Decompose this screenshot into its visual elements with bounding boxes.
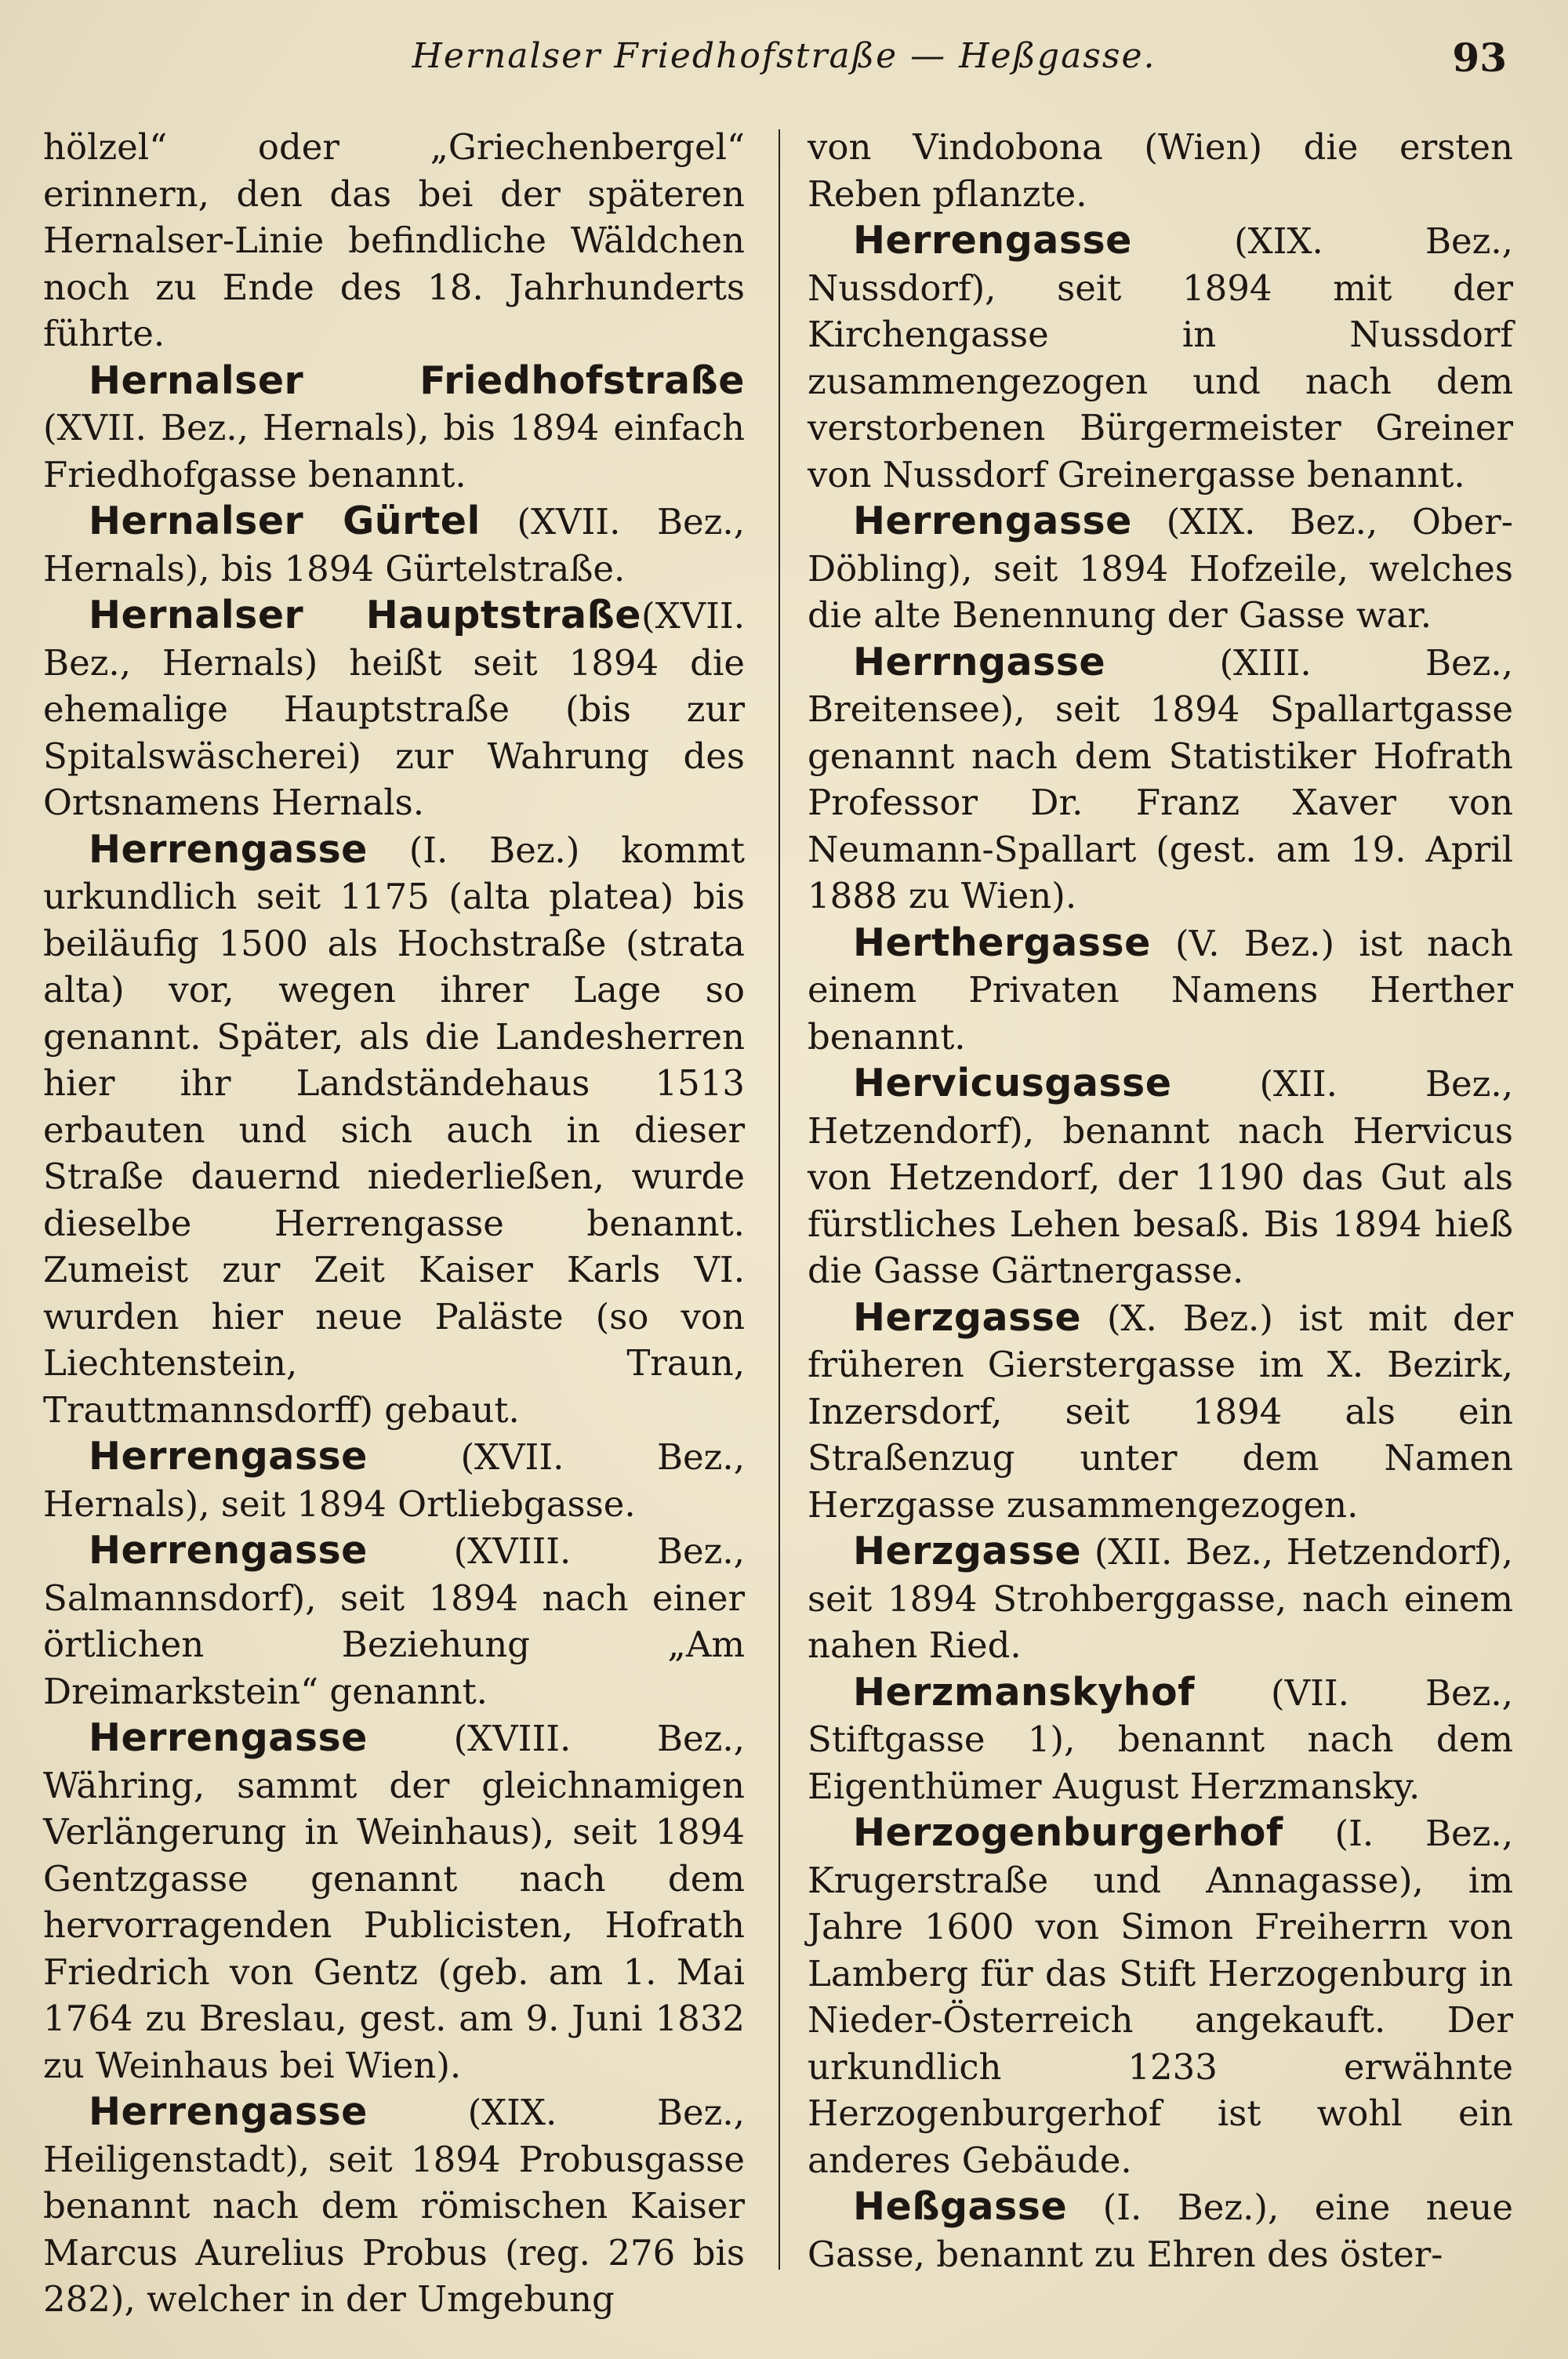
- entry-headword: Herzgasse: [853, 1529, 1082, 1573]
- entry-text: (XII. Bez., Hetzendorf), seit 1894 Strohberggasse, nach einem nahen Ried.: [808, 1531, 1513, 1666]
- continuation-paragraph: [808, 124, 1513, 217]
- entry-text: (XVII. Bez., Hernals), bis 1894 Gürtelstraße.: [43, 501, 745, 590]
- dictionary-entry: [43, 1715, 745, 2089]
- entry-text: (V. Bez.) ist nach einem Privaten Namens Herther benannt.: [808, 922, 1513, 1058]
- entry-headword: Herrengasse: [853, 499, 1132, 543]
- entry-headword: Herrengasse: [89, 1434, 368, 1479]
- entry-text: hölzel“ oder „Griechenbergel“ erinnern, den das bei der späteren Hernalser-Linie befindliche Wäldchen noch zu Ende des 18. Jahrhunderts führte.: [43, 126, 745, 354]
- continuation-paragraph: [43, 124, 745, 357]
- page-number: 93: [1452, 34, 1507, 81]
- entry-headword: Herrengasse: [89, 826, 368, 872]
- entry-headword: Herthergasse: [853, 920, 1151, 965]
- entry-headword: Herrengasse: [89, 1528, 368, 1573]
- running-header: [0, 31, 1568, 86]
- entry-headword: Herrengasse: [89, 2089, 368, 2134]
- entry-text: (XVIII. Bez., Währing, sammt der gleichnamigen Verlängerung in Weinhaus), seit 1894 Gentzgasse genannt nach dem hervorragenden Publicisten, Hofrath Friedrich von Gentz (geb. am 1. Mai 1764 zu Breslau, gest. am 9. Juni 1832 zu Weinhaus bei Wien).: [43, 1718, 745, 2086]
- running-header-title: Hernalser Friedhofstraße — Heßgasse.: [412, 36, 1156, 76]
- left-column: [43, 124, 745, 2323]
- dictionary-entry: [808, 1294, 1513, 1529]
- entry-text: (XVIII. Bez., Salmannsdorf), seit 1894 nach einer örtlichen Beziehung „Am Dreimarkstein“ genannt.: [43, 1530, 745, 1712]
- entry-headword: Hernalser Gürtel: [89, 499, 481, 543]
- dictionary-entry: [808, 639, 1513, 920]
- dictionary-entry: [808, 1528, 1513, 1669]
- entry-text: von Vindobona (Wien) die ersten Reben pflanzte.: [808, 126, 1513, 215]
- entry-headword: Herrngasse: [853, 639, 1106, 684]
- dictionary-entry: [808, 1060, 1513, 1294]
- entry-headword: Herzmanskyhof: [853, 1669, 1195, 1715]
- entry-text: (VII. Bez., Stiftgasse 1), benannt nach dem Eigenthümer August Herzmansky.: [808, 1671, 1513, 1807]
- entry-text: (X. Bez.) ist mit der früheren Gierstergasse im X. Bezirk, Inzersdorf, seit 1894 als ein Straßenzug unter dem Namen Herzgasse zusammengezogen.: [808, 1297, 1513, 1526]
- column-divider: [779, 129, 780, 2270]
- entry-headword: Hernalser Hauptstraße: [89, 593, 642, 637]
- entry-text: (XVII. Bez., Hernals), bis 1894 einfach Friedhofgasse benannt.: [43, 407, 745, 495]
- entry-text: (XIX. Bez., Nussdorf), seit 1894 mit der Kirchengasse in Nussdorf zusammengezogen und nach dem verstorbenen Bürgermeister Greiner von Nussdorf Greinergasse benannt.: [808, 220, 1513, 495]
- entry-text: (XIX. Bez., Heiligenstadt), seit 1894 Probusgasse benannt nach dem römischen Kaiser Marcus Aurelius Probus (reg. 276 bis 282), welcher in der Umgebung: [43, 2092, 745, 2320]
- entry-text: (XIX. Bez., Ober-Döbling), seit 1894 Hofzeile, welches die alte Benennung der Gasse war.: [808, 501, 1513, 636]
- dictionary-entry: [808, 1809, 1513, 2183]
- entry-text: (XVII. Bez., Hernals) heißt seit 1894 die ehemalige Hauptstraße (bis zur Spitalswäscherei) zur Wahrung des Ortsnamens Hernals.: [43, 595, 745, 823]
- entry-text: (I. Bez.), eine neue Gasse, benannt zu Ehren des öster-: [808, 2187, 1513, 2275]
- dictionary-entry: [808, 498, 1513, 639]
- entry-text: (XII. Bez., Hetzendorf), benannt nach Hervicus von Hetzendorf, der 1190 das Gut als fürstliches Lehen besaß. Bis 1894 hieß die Gasse Gärtnergasse.: [808, 1063, 1513, 1291]
- entry-headword: Hervicusgasse: [853, 1061, 1172, 1105]
- dictionary-entry: [43, 498, 745, 592]
- dictionary-entry: [43, 1527, 745, 1715]
- dictionary-entry: [43, 1433, 745, 1527]
- dictionary-entry: [808, 1669, 1513, 1810]
- entry-headword: Heßgasse: [853, 2184, 1068, 2229]
- entry-text: (I. Bez.) kommt urkundlich seit 1175 (alta platea) bis beiläufig 1500 als Hochstraße (strata alta) vor, wegen ihrer Lage so genannt. Später, als die Landesherren hier ihr Landständehaus 1513 erbauten und sich auch in dieser Straße dauernd niederließen, wurde dieselbe Herrengasse benannt. Zumeist zur Zeit Kaiser Karls VI. wurden hier neue Paläste (so von Liechtenstein, Traun, Trauttmannsdorff) gebaut.: [43, 829, 745, 1431]
- entry-text: (XIII. Bez., Breitensee), seit 1894 Spallartgasse genannt nach dem Statistiker Hofrath Professor Dr. Franz Xaver von Neumann-Spallart (gest. am 19. April 1888 zu Wien).: [808, 641, 1513, 916]
- dictionary-entry: [43, 826, 745, 1434]
- dictionary-entry: [43, 592, 745, 826]
- entry-headword: Herzgasse: [853, 1294, 1082, 1340]
- entry-headword: Hernalser Friedhofstraße: [89, 357, 745, 403]
- entry-headword: Herrengasse: [853, 218, 1132, 263]
- dictionary-entry: [43, 357, 745, 499]
- dictionary-entry: [808, 217, 1513, 498]
- entry-headword: Herrengasse: [89, 1715, 368, 1760]
- right-column: [808, 124, 1513, 2277]
- dictionary-entry: [43, 2089, 745, 2323]
- dictionary-entry: [808, 920, 1513, 1061]
- dictionary-entry: [808, 2183, 1513, 2277]
- entry-text: (I. Bez., Krugerstraße und Annagasse), im Jahre 1600 von Simon Freiherrn von Lamberg für das Stift Herzogenburg in Nieder-Österreich angekauft. Der urkundlich 1233 erwähnte Herzogenburgerhof ist wohl ein anderes Gebäude.: [808, 1813, 1513, 2181]
- entry-text: (XVII. Bez., Hernals), seit 1894 Ortliebgasse.: [43, 1436, 745, 1525]
- entry-headword: Herzogenburgerhof: [853, 1810, 1283, 1855]
